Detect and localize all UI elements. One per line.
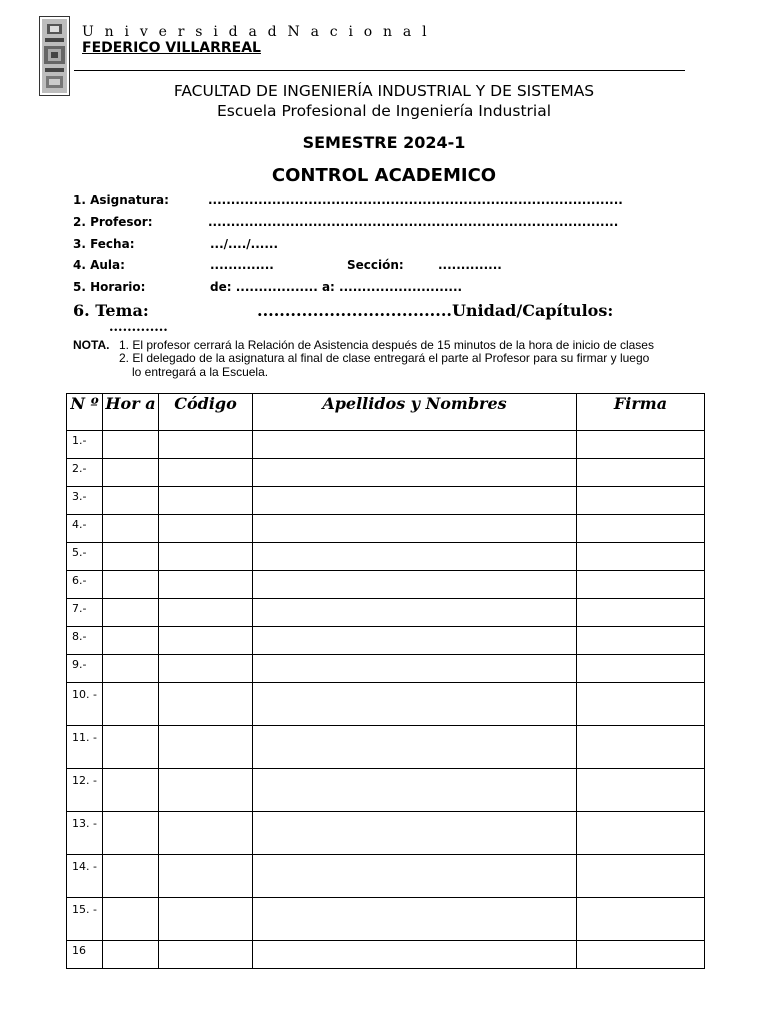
col-header-firma: Firma — [577, 394, 705, 431]
apellidos-nombres-cell[interactable] — [253, 543, 577, 571]
row-number: 9.- — [67, 655, 103, 683]
faculty-title: FACULTAD DE INGENIERÍA INDUSTRIAL Y DE SISTEMAS — [173, 82, 595, 100]
university-name-line1: U n i v e r s i d a d N a c i o n a l — [82, 24, 430, 40]
col-header-codigo: Código — [159, 394, 253, 431]
codigo-cell[interactable] — [159, 898, 253, 941]
field-fecha-label: 3. Fecha: — [73, 237, 135, 251]
field-aula-label: 4. Aula: — [73, 258, 125, 272]
hora-cell[interactable] — [103, 855, 159, 898]
firma-cell[interactable] — [577, 515, 705, 543]
hora-cell[interactable] — [103, 431, 159, 459]
table-row — [67, 543, 705, 571]
apellidos-nombres-cell[interactable] — [253, 599, 577, 627]
row-number: 7.- — [67, 599, 103, 627]
firma-cell[interactable] — [577, 487, 705, 515]
codigo-cell[interactable] — [159, 459, 253, 487]
attendance-table — [66, 393, 705, 969]
hora-cell[interactable] — [103, 627, 159, 655]
apellidos-nombres-cell[interactable] — [253, 941, 577, 969]
nota-line-3: lo entregará a la Escuela. — [132, 365, 269, 379]
apellidos-nombres-cell[interactable] — [253, 655, 577, 683]
apellidos-nombres-cell[interactable] — [253, 571, 577, 599]
field-horario-label: 5. Horario: — [73, 280, 146, 294]
codigo-cell[interactable] — [159, 683, 253, 726]
field-aula-value[interactable]: .............. — [210, 258, 274, 272]
codigo-cell[interactable] — [159, 487, 253, 515]
nota-line-1: 1. El profesor cerrará la Relación de Asistencia después de 15 minutos de la hora de inicio de clases — [119, 338, 654, 352]
firma-cell[interactable] — [577, 812, 705, 855]
field-seccion-value[interactable]: .............. — [438, 258, 502, 272]
table-row — [67, 726, 705, 769]
firma-cell[interactable] — [577, 459, 705, 487]
firma-cell[interactable] — [577, 543, 705, 571]
hora-cell[interactable] — [103, 543, 159, 571]
col-header-apellidos-nombres: Apellidos y Nombres — [253, 394, 577, 431]
apellidos-nombres-cell[interactable] — [253, 898, 577, 941]
codigo-cell[interactable] — [159, 599, 253, 627]
apellidos-nombres-cell[interactable] — [253, 812, 577, 855]
table-row — [67, 769, 705, 812]
col-header-hora: Hor a — [103, 394, 159, 431]
field-profesor-value[interactable]: .......................................................................................... — [208, 215, 619, 229]
school-title: Escuela Profesional de Ingeniería Industrial — [216, 102, 552, 120]
firma-cell[interactable] — [577, 655, 705, 683]
firma-cell[interactable] — [577, 898, 705, 941]
row-number: 5.- — [67, 543, 103, 571]
hora-cell[interactable] — [103, 515, 159, 543]
field-horario-value[interactable]: de: .................. a: ........................... — [210, 280, 463, 294]
row-number: 8.- — [67, 627, 103, 655]
apellidos-nombres-cell[interactable] — [253, 431, 577, 459]
field-profesor-label: 2. Profesor: — [73, 215, 153, 229]
table-row — [67, 487, 705, 515]
codigo-cell[interactable] — [159, 571, 253, 599]
table-row — [67, 431, 705, 459]
semester-title: SEMESTRE 2024-1 — [302, 133, 466, 152]
hora-cell[interactable] — [103, 941, 159, 969]
row-number: 14. - — [67, 855, 103, 898]
row-number: 10. - — [67, 683, 103, 726]
firma-cell[interactable] — [577, 599, 705, 627]
field-tema-label: 6. Tema: — [73, 301, 149, 320]
row-number: 2.- — [67, 459, 103, 487]
hora-cell[interactable] — [103, 726, 159, 769]
row-number: 1.- — [67, 431, 103, 459]
apellidos-nombres-cell[interactable] — [253, 683, 577, 726]
firma-cell[interactable] — [577, 726, 705, 769]
codigo-cell[interactable] — [159, 515, 253, 543]
field-asignatura-label: 1. Asignatura: — [73, 193, 169, 207]
table-row — [67, 571, 705, 599]
header-divider — [74, 70, 685, 71]
apellidos-nombres-cell[interactable] — [253, 515, 577, 543]
table-row — [67, 515, 705, 543]
codigo-cell[interactable] — [159, 726, 253, 769]
hora-cell[interactable] — [103, 487, 159, 515]
codigo-cell[interactable] — [159, 941, 253, 969]
row-number: 13. - — [67, 812, 103, 855]
codigo-cell[interactable] — [159, 812, 253, 855]
row-number: 12. - — [67, 769, 103, 812]
apellidos-nombres-cell[interactable] — [253, 627, 577, 655]
col-header-number: N º — [67, 394, 103, 431]
hora-cell[interactable] — [103, 683, 159, 726]
field-tema-value-continued[interactable]: ............. — [109, 320, 168, 335]
firma-cell[interactable] — [577, 683, 705, 726]
codigo-cell[interactable] — [159, 627, 253, 655]
firma-cell[interactable] — [577, 571, 705, 599]
codigo-cell[interactable] — [159, 431, 253, 459]
apellidos-nombres-cell[interactable] — [253, 487, 577, 515]
table-row — [67, 941, 705, 969]
firma-cell[interactable] — [577, 431, 705, 459]
firma-cell[interactable] — [577, 941, 705, 969]
field-seccion-label: Sección: — [347, 258, 404, 272]
table-row — [67, 599, 705, 627]
hora-cell[interactable] — [103, 769, 159, 812]
row-number: 11. - — [67, 726, 103, 769]
hora-cell[interactable] — [103, 459, 159, 487]
firma-cell[interactable] — [577, 855, 705, 898]
hora-cell[interactable] — [103, 812, 159, 855]
codigo-cell[interactable] — [159, 543, 253, 571]
apellidos-nombres-cell[interactable] — [253, 459, 577, 487]
codigo-cell[interactable] — [159, 769, 253, 812]
codigo-cell[interactable] — [159, 655, 253, 683]
hora-cell[interactable] — [103, 655, 159, 683]
table-row — [67, 627, 705, 655]
apellidos-nombres-cell[interactable] — [253, 726, 577, 769]
hora-cell[interactable] — [103, 571, 159, 599]
codigo-cell[interactable] — [159, 855, 253, 898]
page-title: CONTROL ACADEMICO — [271, 165, 497, 186]
row-number: 4.- — [67, 515, 103, 543]
firma-cell[interactable] — [577, 769, 705, 812]
hora-cell[interactable] — [103, 898, 159, 941]
table-row — [67, 683, 705, 726]
field-tema-value[interactable]: ...................................Unidad/Capítulos: — [257, 301, 614, 320]
university-name-line2: FEDERICO VILLARREAL — [82, 40, 261, 56]
row-number: 15. - — [67, 898, 103, 941]
row-number: 3.- — [67, 487, 103, 515]
hora-cell[interactable] — [103, 599, 159, 627]
row-number: 6.- — [67, 571, 103, 599]
table-row — [67, 655, 705, 683]
nota-line-2: 2. El delegado de la asignatura al final de clase entregará el parte al Profesor para su firmar y luego — [119, 351, 650, 365]
field-fecha-value[interactable]: .../..../...... — [210, 237, 279, 251]
table-row — [67, 898, 705, 941]
table-header-row — [67, 394, 705, 431]
apellidos-nombres-cell[interactable] — [253, 769, 577, 812]
field-asignatura-value[interactable]: ........................................................................................... — [208, 193, 623, 207]
table-row — [67, 459, 705, 487]
table-row — [67, 855, 705, 898]
row-number: 16 — [67, 941, 103, 969]
apellidos-nombres-cell[interactable] — [253, 855, 577, 898]
nota-label: NOTA. — [73, 338, 110, 352]
firma-cell[interactable] — [577, 627, 705, 655]
table-row — [67, 812, 705, 855]
